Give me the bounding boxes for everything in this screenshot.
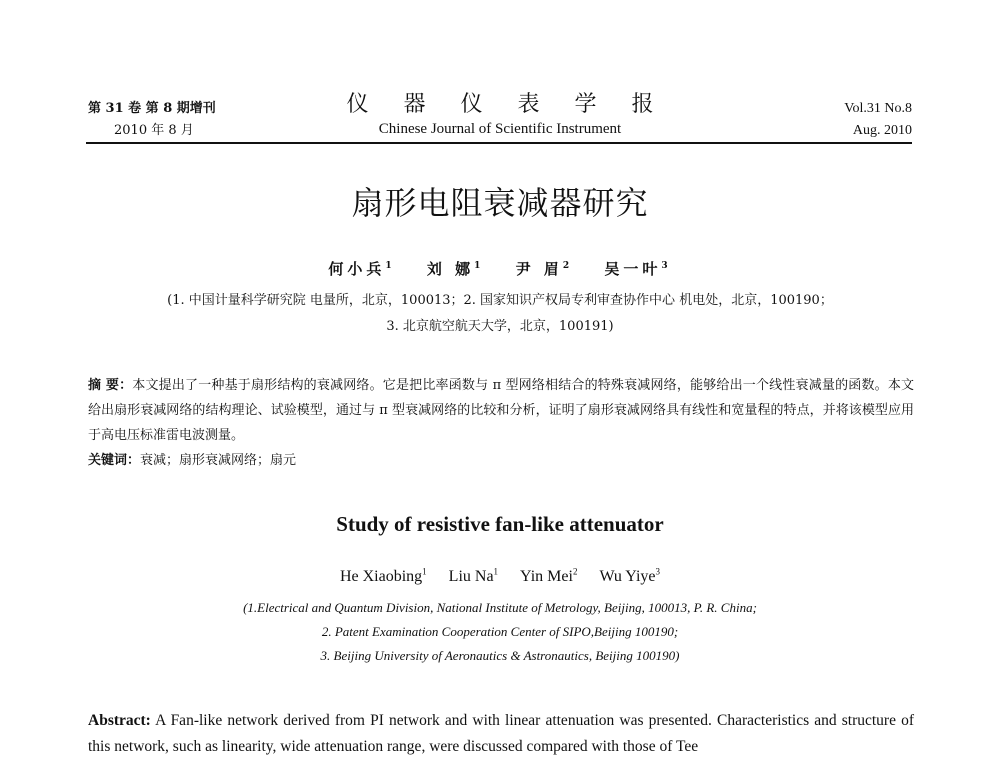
affiliation-en-line: 2. Patent Examination Cooperation Center of SIPO,Beijing 100190; [321, 624, 679, 639]
journal-name-cn: 仪 器 仪 表 学 报 [346, 92, 668, 117]
volume-en: Vol.31 No.8 [844, 101, 912, 116]
header-rule [86, 142, 912, 144]
author-en: Wu Yiye$^3$ [599, 566, 661, 585]
date-en: Aug. 2010 [852, 123, 912, 138]
date-cn: 2010 年 8 月 [114, 123, 194, 138]
title-en: Study of resistive fan-like attenuator [336, 512, 664, 536]
author-en: He Xiaobing$^1$ [339, 566, 427, 585]
abstract-cn-label: 摘 要： [88, 378, 133, 393]
abstract-cn-text: 本文提出了一种基于扇形结构的衰减网络。它是把比率函数与 π 型网络相结合的特殊衰减网络，能够给出一个线性衰减量的函数。本文给出扇形衰减网络的结构理论、试验模型，通过与 π 型衰减网络的比较和分析，证明了扇形衰减网络具有线性和宽量程的特点，并将该模型应用于高电压标准雷电波测量。 [88, 378, 915, 443]
keywords-cn-text: 衰减；扇形衰减网络；扇元 [140, 453, 297, 468]
affiliations-en [0, 596, 1000, 668]
authors-en [0, 568, 1000, 586]
header-volume-en [844, 98, 912, 142]
abstract-cn [88, 373, 914, 448]
keywords-cn-label: 关键词： [88, 453, 141, 468]
author-en: Liu Na$^1$ [448, 566, 499, 585]
abstract-en [88, 708, 914, 760]
affiliation-en-line: 3. Beijing University of Aeronautics & Astronautics, Beijing 100190) [320, 648, 680, 663]
author-cn: 尹 眉$^2$ [515, 260, 574, 278]
affiliations-cn [0, 288, 1000, 340]
journal-name-en: Chinese Journal of Scientific Instrument [378, 121, 622, 137]
volume-cn: 第 31 卷 第 8 期增刊 [88, 101, 216, 116]
authors-cn [0, 258, 1000, 279]
affiliation-cn-line: (1. 中国计量科学研究院 电量所，北京，100013；2. 国家知识产权局专利审查协作中心 机电处，北京，100190； [167, 293, 833, 308]
author-cn: 吴一叶$^3$ [604, 260, 672, 278]
keywords-cn [88, 448, 296, 473]
author-cn: 刘 娜$^1$ [426, 260, 485, 278]
abstract-en-label: Abstract: [88, 712, 151, 729]
title-cn: 扇形电阻衰减器研究 [351, 184, 649, 222]
affiliation-cn-line: 3. 北京航空航天大学，北京，100191) [386, 319, 614, 334]
abstract-en-text: A Fan-like network derived from PI network and with linear attenuation was presented. Characteristics and structure of this network, such as linearity, wide attenuation range, were discussed compared with those of Tee [88, 712, 914, 755]
affiliation-en-line: (1.Electrical and Quantum Division, National Institute of Metrology, Beijing, 100013, P. R. China; [243, 600, 757, 615]
author-cn: 何小兵$^1$ [328, 260, 396, 278]
author-en: Yin Mei$^2$ [520, 566, 578, 585]
